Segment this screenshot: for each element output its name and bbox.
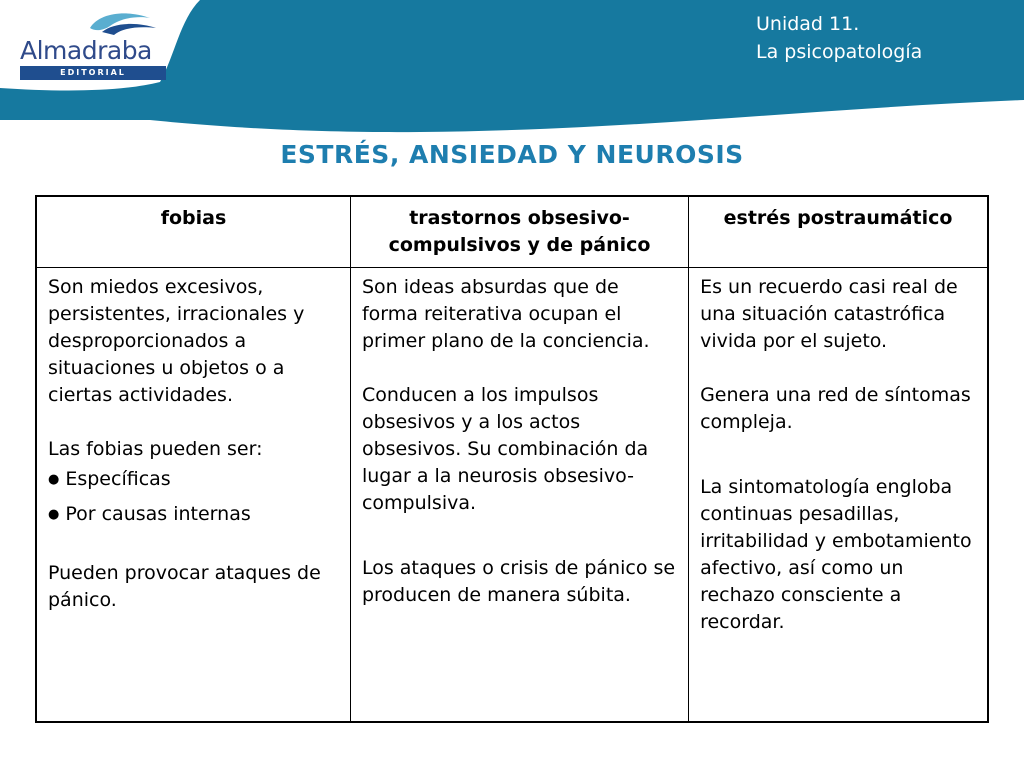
paragraph: Es un recuerdo casi real de una situación catastrófica vivida por el sujeto. [700, 276, 958, 352]
header-ptsd: estrés postraumático [689, 196, 988, 268]
brand-subtitle: EDITORIAL [20, 66, 166, 80]
bullet-icon: ● [48, 507, 60, 522]
cell-fobias [36, 268, 350, 723]
list-item: ● Específicas [48, 468, 171, 490]
paragraph: Pueden provocar ataques de pánico. [48, 562, 321, 611]
wave-logo-icon [18, 8, 168, 38]
bullet-icon: ● [48, 472, 60, 487]
table-row [36, 268, 988, 723]
header-obsessive: trastornos obsesivo-compulsivos y de pánico [350, 196, 688, 268]
paragraph: Genera una red de síntomas compleja. [700, 384, 971, 433]
paragraph: Los ataques o crisis de pánico se producen de manera súbita. [361, 557, 676, 606]
unit-label [756, 10, 922, 66]
header-fobias: fobias [36, 196, 350, 268]
paragraph: Las fobias pueden ser: [48, 438, 263, 460]
header-band [0, 0, 1024, 140]
list-item: ● Por causas internas [48, 503, 251, 525]
brand-logo [18, 8, 168, 80]
cell-obsessive [350, 268, 688, 723]
brand-name: Almadraba [20, 36, 152, 65]
paragraph: La sintomatología engloba continuas pesadillas, irritabilidad y embotamiento afectivo, así como un rechazo consciente a recordar. [700, 476, 972, 633]
bullet-list [48, 463, 339, 533]
unit-topic: La psicopatología [756, 41, 923, 63]
paragraph: Son miedos excesivos, persistentes, irracionales y desproporcionados a situaciones u objetos o a ciertas actividades. [48, 276, 305, 406]
page-title: ESTRÉS, ANSIEDAD Y NEUROSIS [280, 140, 744, 169]
unit-number: Unidad 11. [756, 13, 860, 35]
table-header-row [36, 196, 988, 268]
paragraph: Son ideas absurdas que de forma reiterativa ocupan el primer plano de la conciencia. [361, 276, 650, 352]
paragraph: Conducen a los impulsos obsesivos y a los actos obsesivos. Su combinación da lugar a la neurosis obsesivo-compulsiva. [361, 384, 649, 514]
comparison-table [35, 195, 989, 723]
cell-ptsd [689, 268, 988, 723]
